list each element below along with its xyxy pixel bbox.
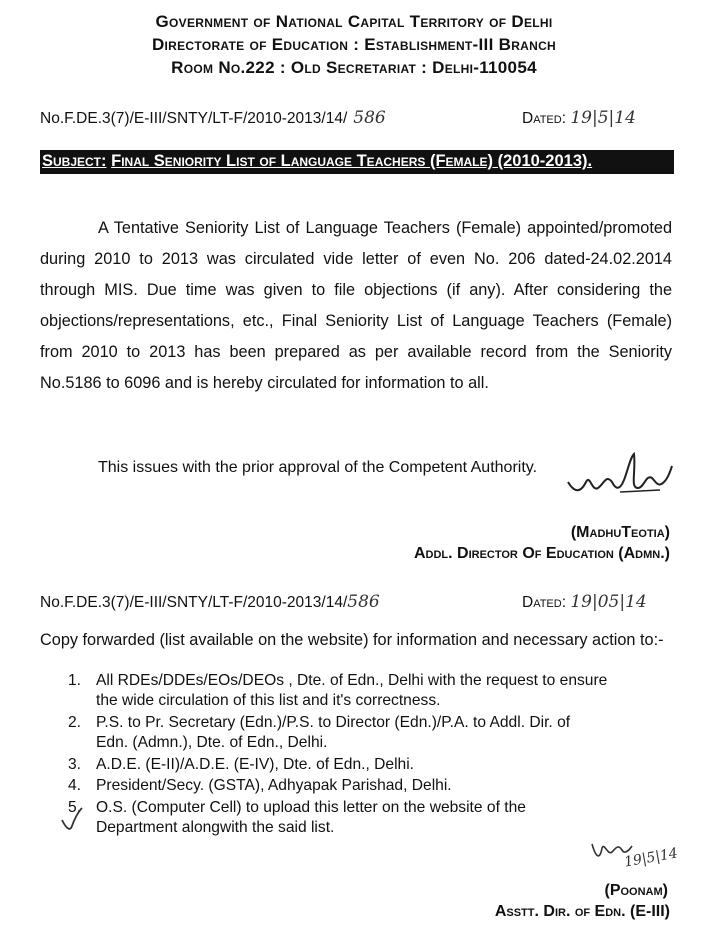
header-directorate: Directorate of Education : Establishment-III Branch: [151, 35, 557, 54]
tick-mark-icon: [60, 806, 84, 836]
subject-text: Final Seniority List of Language Teachers (Female) (2010-2013).: [111, 152, 593, 170]
body-paragraph: A Tentative Seniority List of Language Teachers (Female) appointed/promoted during 2010 to 2013 was circulated vide letter of even No. 206 dated-24.02.2014 through MIS. Due time was given to file objections (if any). After considering the objections/representations, etc., Final Seniority List of Language Teachers (Female) from 2010 to 2013 has been prepared as per available record from the Seniority No.5186 to 6096 and is hereby circulated for information to all.: [40, 219, 672, 392]
signatory-1-designation: Addl. Director Of Education (Admn.): [413, 545, 670, 562]
list-item: 5. O.S. (Computer Cell) to upload this letter on the website of the Department alongwith the said list.: [68, 799, 526, 836]
reference-number-2: [40, 592, 380, 612]
reference-number-text: No.F.DE.3(7)/E-III/SNTY/LT-F/2010-2013/14/: [40, 594, 348, 611]
signatory-2-name: (Poonam): [604, 882, 668, 899]
reference-number-1: [40, 108, 386, 128]
list-item: 4. President/Secy. (GSTA), Adhyapak Parishad, Delhi.: [68, 777, 452, 794]
list-item: 1. All RDEs/DDEs/EOs/DEOs , Dte. of Edn., Delhi with the request to ensure the wide circulation of this list and it's correctness.: [68, 672, 608, 709]
handwritten-date: 19|5|14: [570, 108, 636, 128]
signature-1: [560, 452, 680, 512]
signatory-2-designation: Asstt. Dir. of Edn. (E-III): [494, 903, 670, 920]
subject-label: Subject:: [42, 152, 107, 170]
signatory-2-handwritten-date: 19|5|14: [623, 845, 679, 871]
list-item: 3. A.D.E. (E-II)/A.D.E. (E-IV), Dte. of Edn., Delhi.: [68, 756, 415, 773]
copy-forwarded-intro: Copy forwarded (list available on the website) for information and necessary action to:-: [40, 631, 664, 649]
reference-number-text: No.F.DE.3(7)/E-III/SNTY/LT-F/2010-2013/14/: [40, 110, 348, 127]
handwritten-dispatch-number: 586: [353, 108, 386, 128]
header-government: Government of National Capital Territory of Delhi: [155, 12, 553, 31]
approval-line: This issues with the prior approval of the Competent Authority.: [98, 459, 538, 476]
signatory-1-name: (MadhuTeotia): [570, 524, 670, 541]
handwritten-dispatch-number: 586: [347, 592, 380, 612]
header-room: Room No.222 : Old Secretariat : Delhi-110054: [171, 58, 537, 77]
handwritten-date: 19|05|14: [570, 592, 647, 612]
dated-label: Dated:: [522, 594, 567, 611]
dated-2: [522, 592, 647, 612]
subject-bar: [40, 150, 674, 174]
dated-label: Dated:: [522, 110, 567, 127]
list-item: 2. P.S. to Pr. Secretary (Edn.)/P.S. to Director (Edn.)/P.A. to Addl. Dir. of Edn. (Admn.), Dte. of Edn., Delhi.: [68, 714, 571, 751]
dated-1: [522, 108, 636, 128]
